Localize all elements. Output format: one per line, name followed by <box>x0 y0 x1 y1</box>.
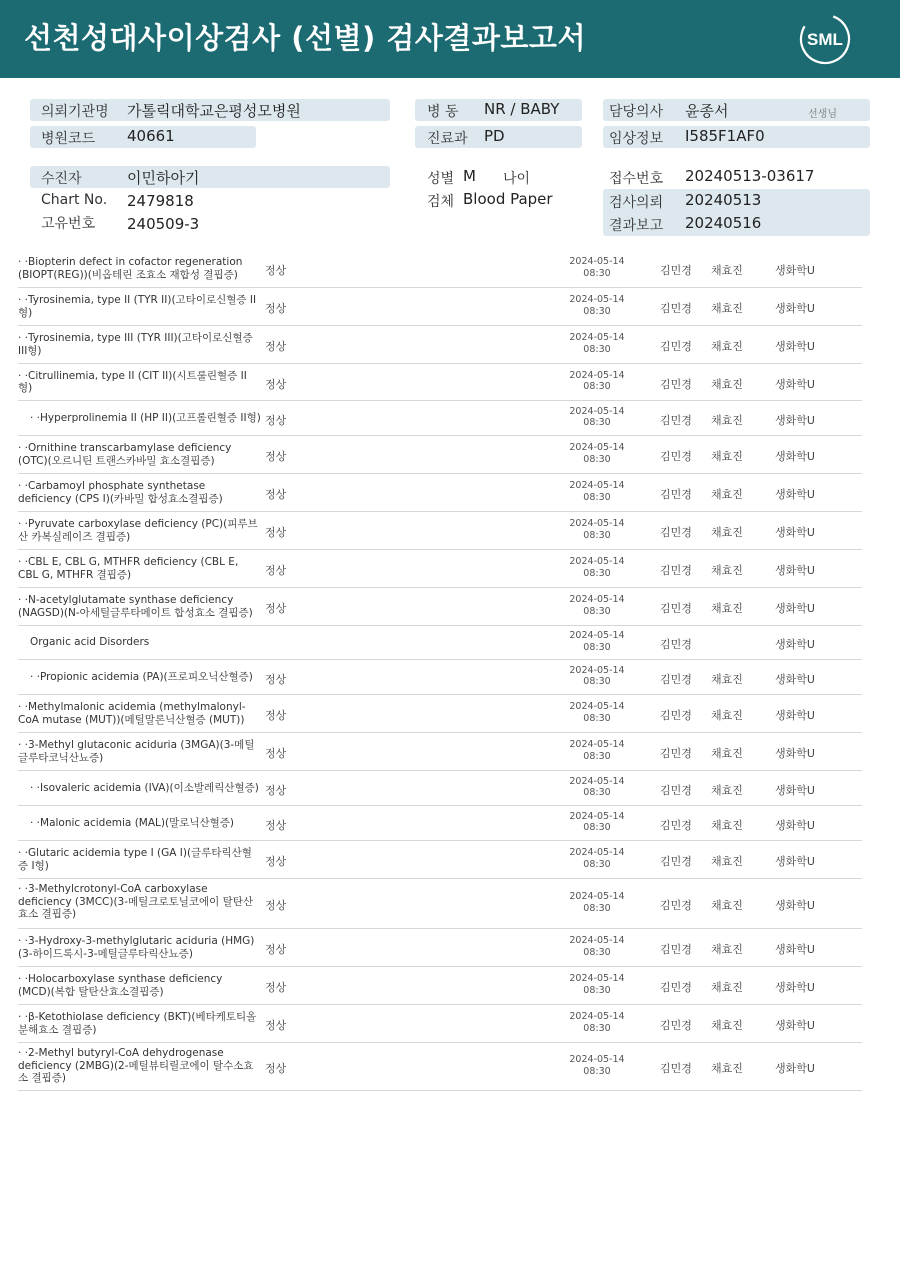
unique-no-value: 240509-3 <box>127 215 200 233</box>
result-status: 정상 <box>265 302 287 315</box>
result-technician: 채효진 <box>711 943 743 956</box>
result-datetime <box>566 701 628 724</box>
result-time: 08:30 <box>583 676 611 687</box>
result-department: 생화학U <box>775 899 815 912</box>
result-technician: 채효진 <box>711 264 743 277</box>
result-datetime <box>566 518 628 541</box>
test-name: · ·Tyrosinemia, type II (TYR II)(고타이로신혈증 II형) <box>18 294 257 319</box>
result-date: 2024-05-14 <box>569 405 625 417</box>
result-datetime <box>566 406 628 429</box>
test-name: · ·Pyruvate carboxylase deficiency (PC)(피루브산 카복실레이즈 결핍증) <box>18 518 258 543</box>
test-name: · ·N-acetylglutamate synthase deficiency (NAGSD)(N-아세틸글루타메이트 합성효소 결핍증) <box>18 594 253 619</box>
result-status: 정상 <box>265 855 287 868</box>
test-name: · ·Glutaric acidemia type I (GA I)(글루타릭산혈증 I형) <box>18 847 252 872</box>
result-status: 정상 <box>265 818 287 832</box>
result-datetime <box>566 332 628 355</box>
result-department: 생화학U <box>775 340 815 353</box>
result-technician: 채효진 <box>711 1019 743 1032</box>
result-status: 정상 <box>265 450 287 463</box>
result-physician: 김민경 <box>660 1019 692 1032</box>
result-datetime <box>566 480 628 503</box>
result-department: 생화학U <box>775 264 815 277</box>
result-status: 정상 <box>265 602 287 615</box>
result-time: 08:30 <box>583 641 611 653</box>
clinical-value: I585F1AF0 <box>685 127 765 145</box>
result-date: 2024-05-14 <box>569 810 625 822</box>
result-department: 생화학U <box>775 981 815 994</box>
test-name: · ·Holocarboxylase synthase deficiency (MCD)(복합 탈탄산효소결핍증) <box>18 973 223 998</box>
result-status: 정상 <box>265 783 287 797</box>
result-date: 2024-05-14 <box>569 1011 625 1022</box>
result-date: 2024-05-14 <box>569 935 625 946</box>
result-row <box>18 660 862 695</box>
result-time: 08:30 <box>583 567 611 579</box>
test-name: · ·β-Ketothiolase deficiency (BKT)(베타케토티올 분해효소 결핍증) <box>18 1011 257 1036</box>
result-datetime <box>566 294 628 317</box>
doctor-label: 담당의사 <box>609 104 664 120</box>
result-status: 정상 <box>265 899 287 912</box>
test-name: · ·3-Methyl glutaconic aciduria (3MGA)(3-메틸글루타코닉산뇨증) <box>18 739 255 764</box>
result-physician: 김민경 <box>660 638 692 651</box>
result-time: 08:30 <box>583 946 611 958</box>
test-name: · ·Hyperprolinemia II (HP II)(고프롤린혈증 II형) <box>30 411 261 424</box>
result-technician: 채효진 <box>711 899 743 912</box>
result-status: 정상 <box>265 264 287 277</box>
result-row <box>18 474 862 512</box>
result-time: 08:30 <box>583 381 611 392</box>
result-date: 2024-05-14 <box>569 332 625 343</box>
result-row <box>18 929 862 967</box>
result-technician: 채효진 <box>711 377 743 391</box>
result-department: 생화학U <box>775 564 815 577</box>
result-technician: 채효진 <box>711 564 743 577</box>
result-datetime <box>566 370 628 393</box>
test-name: · ·Carbamoyl phosphate synthetase deficiency (CPS I)(카바밀 합성효소결핍증) <box>18 480 223 505</box>
test-name: · ·Biopterin defect in cofactor regeneration (BIOPT(REG))(비옵테린 조효소 재합성 결핍증) <box>18 256 243 281</box>
result-datetime <box>566 891 628 914</box>
result-technician: 채효진 <box>711 450 743 463</box>
test-name: · ·Tyrosinemia, type III (TYR III)(고타이로신혈증 III형) <box>18 332 253 357</box>
result-date: 2024-05-14 <box>569 442 625 453</box>
unique-no-label: 고유번호 <box>41 216 96 232</box>
result-department: 생화학U <box>775 747 815 760</box>
test-name: · ·3-Hydroxy-3-methylglutaric aciduria (HMG)(3-하이드록시-3-메틸글루타릭산뇨증) <box>18 935 255 960</box>
result-technician: 채효진 <box>711 783 743 797</box>
test-name: · ·Isovaleric acidemia (IVA)(이소발레릭산혈증) <box>30 781 259 794</box>
specimen-label: 검체 <box>427 194 455 210</box>
result-time: 08:30 <box>583 822 611 833</box>
sex-value: M <box>463 167 476 185</box>
result-status: 정상 <box>265 1019 287 1032</box>
result-time: 08:30 <box>583 858 611 870</box>
result-status: 정상 <box>265 564 287 577</box>
result-status: 정상 <box>265 981 287 994</box>
test-name: · ·Malonic acidemia (MAL)(말로닉산혈증) <box>30 816 235 829</box>
result-status: 정상 <box>265 709 287 722</box>
result-time: 08:30 <box>583 417 611 428</box>
result-date: 2024-05-14 <box>569 294 625 305</box>
test-name: · ·2-Methyl butyryl-CoA dehydrogenase deficiency (2MBG)(2-메틸뷰티릴코에이 탈수소효소 결핍증) <box>18 1047 254 1084</box>
result-department: 생화학U <box>775 1019 815 1032</box>
result-status: 정상 <box>265 340 287 353</box>
patient-value: 이민하아기 <box>127 169 200 187</box>
result-date: 2024-05-14 <box>569 556 625 567</box>
institution-label: 의뢰기관명 <box>41 104 109 120</box>
result-datetime <box>566 665 628 688</box>
result-department: 생화학U <box>775 302 815 315</box>
result-datetime <box>566 739 628 762</box>
result-date: 2024-05-14 <box>569 256 625 267</box>
result-datetime <box>566 811 628 834</box>
result-row <box>18 806 862 841</box>
result-physician: 김민경 <box>660 672 692 686</box>
result-technician: 채효진 <box>711 747 743 760</box>
result-status: 정상 <box>265 526 287 539</box>
result-physician: 김민경 <box>660 488 692 501</box>
patient-box <box>30 166 390 188</box>
test-name: · ·Ornithine transcarbamylase deficiency (OTC)(오르니틴 트랜스카바밀 효소결핍증) <box>18 442 232 467</box>
result-physician: 김민경 <box>660 377 692 391</box>
dept-label: 진료과 <box>427 131 468 147</box>
result-date: 2024-05-14 <box>569 891 625 902</box>
result-department: 생화학U <box>775 783 815 797</box>
result-physician: 김민경 <box>660 564 692 577</box>
result-technician: 채효진 <box>711 855 743 868</box>
result-status: 정상 <box>265 488 287 501</box>
result-row <box>18 588 862 626</box>
result-date: 2024-05-14 <box>569 973 625 984</box>
patient-label: 수진자 <box>41 171 82 187</box>
result-department: 생화학U <box>775 855 815 868</box>
result-technician: 채효진 <box>711 602 743 615</box>
result-date: 2024-05-14 <box>569 701 625 712</box>
result-physician: 김민경 <box>660 855 692 868</box>
result-technician: 채효진 <box>711 488 743 501</box>
result-time: 08:30 <box>583 984 611 996</box>
test-name: Organic acid Disorders <box>30 636 150 648</box>
result-row <box>18 695 862 733</box>
result-row <box>18 401 862 436</box>
result-technician: 채효진 <box>711 1062 743 1075</box>
result-row <box>18 550 862 588</box>
report-label: 결과보고 <box>609 218 664 234</box>
result-technician: 채효진 <box>711 818 743 832</box>
result-time: 08:30 <box>583 605 611 617</box>
result-physician: 김민경 <box>660 264 692 277</box>
clinical-label: 임상정보 <box>609 131 664 147</box>
result-technician: 채효진 <box>711 672 743 686</box>
receipt-label: 접수번호 <box>609 171 664 187</box>
test-name: · ·Methylmalonic acidemia (methylmalonyl-CoA mutase (MUT))(메틸말론닉산혈증 (MUT)) <box>18 701 246 726</box>
result-date: 2024-05-14 <box>569 1054 625 1065</box>
result-row <box>18 967 862 1005</box>
test-name: · ·3-Methylcrotonyl-CoA carboxylase deficiency (3MCC)(3-메틸크로토닐코에이 탈탄산효소 결핍증) <box>18 883 254 920</box>
result-status: 정상 <box>265 377 287 391</box>
patient-info-section <box>0 0 900 250</box>
result-datetime <box>566 776 628 799</box>
result-time: 08:30 <box>583 305 611 317</box>
result-status: 정상 <box>265 413 287 427</box>
doctor-suffix: 선생님 <box>808 109 837 120</box>
result-technician: 채효진 <box>711 413 743 427</box>
result-status: 정상 <box>265 672 287 686</box>
result-time: 08:30 <box>583 750 611 762</box>
result-physician: 김민경 <box>660 526 692 539</box>
result-date: 2024-05-14 <box>569 369 625 381</box>
result-department: 생화학U <box>775 638 815 651</box>
result-time: 08:30 <box>583 491 611 503</box>
report-title: 선천성대사이상검사 (선별) 검사결과보고서 <box>24 21 586 55</box>
result-time: 08:30 <box>583 902 611 914</box>
result-row <box>18 326 862 364</box>
test-name: · ·Citrullinemia, type II (CIT II)(시트룰린혈증 II형) <box>18 369 247 394</box>
result-time: 08:30 <box>583 787 611 798</box>
result-technician: 채효진 <box>711 340 743 353</box>
result-date: 2024-05-14 <box>569 630 625 641</box>
result-department: 생화학U <box>775 1062 815 1075</box>
result-date: 2024-05-14 <box>569 775 625 787</box>
result-row <box>18 771 862 806</box>
result-row <box>18 364 862 401</box>
age-label: 나이 <box>503 171 531 187</box>
result-physician: 김민경 <box>660 709 692 722</box>
result-department: 생화학U <box>775 488 815 501</box>
result-physician: 김민경 <box>660 302 692 315</box>
result-datetime <box>566 1011 628 1034</box>
result-date: 2024-05-14 <box>569 518 625 529</box>
result-row <box>18 1005 862 1043</box>
result-row <box>18 841 862 879</box>
result-department: 생화학U <box>775 377 815 391</box>
result-datetime <box>566 630 628 653</box>
specimen-value: Blood Paper <box>463 190 553 208</box>
result-date: 2024-05-14 <box>569 480 625 491</box>
result-department: 생화학U <box>775 413 815 427</box>
chart-no-label: Chart No. <box>41 192 108 208</box>
result-time: 08:30 <box>583 1065 611 1077</box>
request-label: 검사의뢰 <box>609 195 664 211</box>
result-status: 정상 <box>265 1062 287 1075</box>
result-physician: 김민경 <box>660 413 692 427</box>
result-technician: 채효진 <box>711 981 743 994</box>
report-value: 20240516 <box>685 214 762 232</box>
ward-value: NR / BABY <box>484 100 560 118</box>
result-time: 08:30 <box>583 343 611 355</box>
request-value: 20240513 <box>685 191 762 209</box>
result-department: 생화학U <box>775 943 815 956</box>
result-datetime <box>566 442 628 465</box>
result-time: 08:30 <box>583 712 611 724</box>
result-time: 08:30 <box>583 1022 611 1034</box>
hospital-code-value: 40661 <box>127 127 175 145</box>
result-row <box>18 288 862 326</box>
result-datetime <box>566 847 628 870</box>
result-row <box>18 879 862 929</box>
result-date: 2024-05-14 <box>569 664 625 676</box>
result-department: 생화학U <box>775 450 815 463</box>
institution-value: 가톨릭대학교은평성모병원 <box>127 102 301 120</box>
result-technician: 채효진 <box>711 709 743 722</box>
result-datetime <box>566 1054 628 1077</box>
dept-value: PD <box>484 127 505 145</box>
result-department: 생화학U <box>775 818 815 832</box>
result-date: 2024-05-14 <box>569 739 625 750</box>
result-row <box>18 1043 862 1091</box>
result-time: 08:30 <box>583 453 611 465</box>
result-physician: 김민경 <box>660 943 692 956</box>
result-physician: 김민경 <box>660 450 692 463</box>
result-department: 생화학U <box>775 602 815 615</box>
result-department: 생화학U <box>775 526 815 539</box>
result-physician: 김민경 <box>660 340 692 353</box>
result-datetime <box>566 556 628 579</box>
doctor-value: 윤종서 <box>685 102 729 120</box>
result-time: 08:30 <box>583 529 611 541</box>
result-datetime <box>566 935 628 958</box>
result-time: 08:30 <box>583 267 611 279</box>
result-datetime <box>566 594 628 617</box>
result-physician: 김민경 <box>660 1062 692 1075</box>
result-row <box>18 250 862 288</box>
hospital-code-label: 병원코드 <box>41 131 96 147</box>
result-physician: 김민경 <box>660 899 692 912</box>
result-physician: 김민경 <box>660 747 692 760</box>
result-technician: 채효진 <box>711 302 743 315</box>
chart-no-value: 2479818 <box>127 192 194 210</box>
result-row <box>18 436 862 474</box>
result-date: 2024-05-14 <box>569 847 625 858</box>
result-department: 생화학U <box>775 672 815 686</box>
result-row <box>18 512 862 550</box>
result-date: 2024-05-14 <box>569 594 625 605</box>
result-physician: 김민경 <box>660 818 692 832</box>
result-status: 정상 <box>265 943 287 956</box>
ward-label: 병 동 <box>427 104 459 120</box>
results-table <box>18 250 862 1091</box>
result-department: 생화학U <box>775 709 815 722</box>
result-technician: 채효진 <box>711 526 743 539</box>
logo-text: SML <box>807 30 843 49</box>
result-physician: 김민경 <box>660 602 692 615</box>
result-datetime <box>566 973 628 996</box>
test-name: · ·Propionic acidemia (PA)(프로피오닉산혈증) <box>30 670 253 683</box>
receipt-value: 20240513-03617 <box>685 167 815 185</box>
test-name: · ·CBL E, CBL G, MTHFR deficiency (CBL E, CBL G, MTHFR 결핍증) <box>18 556 239 581</box>
sex-label: 성별 <box>427 171 455 187</box>
result-row <box>18 626 862 660</box>
result-status: 정상 <box>265 747 287 760</box>
result-physician: 김민경 <box>660 783 692 797</box>
result-physician: 김민경 <box>660 981 692 994</box>
result-row <box>18 733 862 771</box>
result-datetime <box>566 256 628 279</box>
